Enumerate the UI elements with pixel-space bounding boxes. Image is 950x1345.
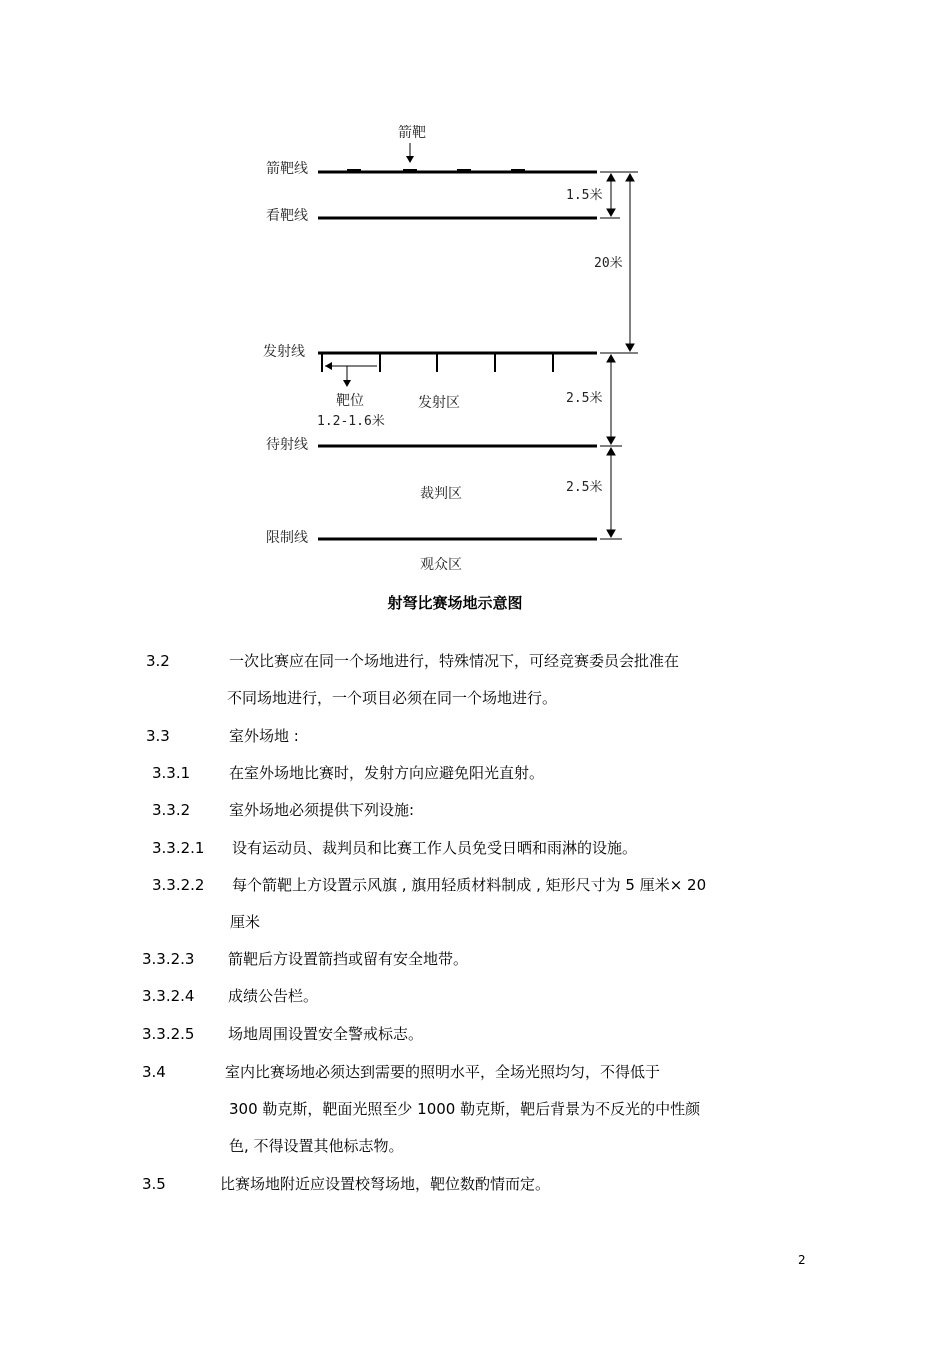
section-number: 3.3.2.4: [142, 987, 195, 1005]
section-number: 3.3.1: [152, 764, 191, 782]
range-diagram: [0, 0, 950, 620]
limit-line-label: 限制线: [266, 530, 308, 546]
dimension-2-5m-upper-label: 2.5米: [566, 391, 603, 406]
section-text: 室内比赛场地必须达到需要的照明水平，全场光照均匀，不得低于: [225, 1063, 661, 1081]
section-text: 色, 不得设置其他标志物。: [229, 1137, 404, 1155]
target-label: 箭靶: [398, 125, 426, 141]
section-text: 成绩公告栏。: [228, 987, 319, 1005]
waiting-line-label: 待射线: [266, 437, 308, 453]
page-number: 2: [798, 1253, 806, 1267]
judge-zone-label: 裁判区: [420, 486, 462, 502]
dimension-2-5m-upper: [600, 355, 622, 446]
section-text: 厘米: [230, 913, 261, 931]
section-number: 3.3: [146, 727, 170, 745]
section-text: 场地周围设置安全警戒标志。: [228, 1025, 424, 1043]
section-text: 室外场地必须提供下列设施:: [229, 801, 415, 819]
lane-width-arrow: [325, 362, 377, 387]
diagram-caption: 射弩比赛场地示意图: [387, 594, 523, 612]
dimension-1-5m: [600, 172, 620, 218]
section-text: 设有运动员、裁判员和比赛工作人员免受日晒和雨淋的设施。: [232, 839, 638, 857]
section-number: 3.2: [146, 652, 170, 670]
section-number: 3.3.2.2: [152, 876, 205, 894]
audience-zone-label: 观众区: [420, 557, 462, 573]
section-number: 3.3.2: [152, 801, 191, 819]
shooting-zone-label: 发射区: [418, 395, 460, 411]
dimension-2-5m-lower-label: 2.5米: [566, 480, 603, 495]
range-diagram-svg: [0, 0, 950, 620]
section-text: 一次比赛应在同一个场地进行，特殊情况下，可经竞赛委员会批准在: [229, 652, 680, 670]
section-number: 3.5: [142, 1175, 166, 1193]
lane-ticks: [322, 353, 553, 372]
section-number: 3.4: [142, 1063, 166, 1081]
shooting-line-label: 发射线: [263, 344, 305, 360]
section-text: 在室外场地比赛时，发射方向应避免阳光直射。: [229, 764, 545, 782]
section-number: 3.3.2.3: [142, 950, 195, 968]
section-text: 比赛场地附近应设置校弩场地，靶位数酌情而定。: [220, 1175, 551, 1193]
lane-label: 靶位: [336, 393, 364, 409]
section-text: 箭靶后方设置箭挡或留有安全地带。: [228, 950, 469, 968]
section-text: 室外场地 :: [229, 727, 299, 745]
section-text: 每个箭靶上方设置示风旗 , 旗用轻质材料制成 , 矩形尺寸为 5 厘米× 20: [232, 876, 707, 894]
section-text: 不同场地进行，一个项目必须在同一个场地进行。: [227, 689, 558, 707]
section-number: 3.3.2.5: [142, 1025, 195, 1043]
section-text: 300 勒克斯，靶面光照至少 1000 勒克斯，靶后背景为不反光的中性颜: [229, 1100, 701, 1118]
dimension-1-5m-label: 1.5米: [566, 188, 603, 203]
view-line-label: 看靶线: [266, 208, 308, 224]
dimension-2-5m-lower: [600, 448, 622, 539]
target-line-label: 箭靶线: [266, 161, 308, 177]
dimension-20m-label: 20米: [594, 256, 623, 271]
lane-width-label: 1.2-1.6米: [317, 414, 385, 429]
section-number: 3.3.2.1: [152, 839, 205, 857]
